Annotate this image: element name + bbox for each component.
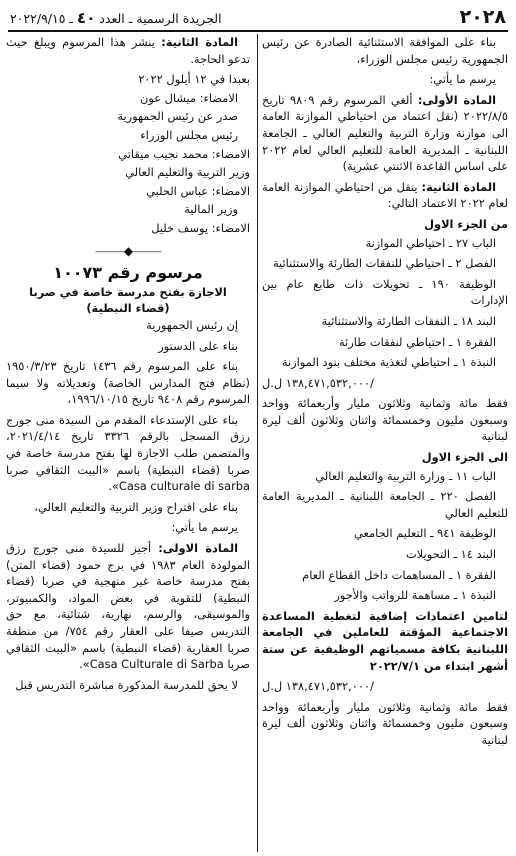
decree-title: مرسوم رقم ١٠٠٧٣ — [53, 263, 203, 283]
to-line: النبذة ١ ـ مساهمة للرواتب والأجور — [334, 588, 496, 603]
article-2-publish — [6, 34, 250, 67]
to-heading: الى الجزء الاول — [421, 450, 508, 465]
issue-date: ـ ٢٠٢٢/٩/١٥ — [10, 11, 74, 26]
law-reference: بناء على المرسوم رقم ١٤٣٦ تاريخ ١٩٥٠/٣/٢٣ (نظام فتح المدارس الخاصة) وتعديلاته ولا سيما المرسوم رقم ٩٤٠٨ تاريخ ١٩٩٦/١٠/١٥، — [6, 359, 250, 407]
signature-pm: الامضاء: محمد نجيب ميقاتي — [118, 146, 250, 161]
decree-subtitle: الاجازة بفتح مدرسة خاصة في صربا — [29, 284, 227, 299]
minister-education-title: وزير التربية والتعليم العالي — [125, 165, 250, 180]
from-line: الفصل ٢ ـ احتياطي للنفقات الطارئة والاستثنائية — [272, 256, 496, 271]
to-line: الباب ١١ ـ وزارة التربية والتعليم العالي — [315, 468, 496, 483]
purpose-paragraph: لتامين اعتمادات إضافية لتغطية المساعدة الاجتماعية المؤقتة للعاملين في الجامعة اللبنانية بكافة مسمياتهم الوظيفية عن ستة أشهر ابتداء من ٢٠٢٢/٧/١ — [262, 608, 508, 673]
to-line: الفقرة ١ ـ المساهمات داخل القطاع العام — [302, 567, 496, 582]
section-divider: ⸻◆⸻ — [94, 243, 162, 258]
decrees-line: يرسم ما يأتي: — [429, 72, 496, 87]
minister-finance-title: وزير المالية — [184, 202, 238, 217]
amount-1: ١٣٨,٤٧١,٥٣٢,٠٠٠ ل.ل/ — [262, 375, 374, 390]
article-2-label: المادة الثانية: — [161, 35, 238, 49]
date-line: بعبدا في ١٢ أيلول ٢٠٢٢ — [138, 72, 250, 87]
signature-finance: الامضاء: يوسف خليل — [151, 220, 250, 235]
article-1-text: ألغي المرسوم رقم ٩٨٠٩ تاريخ ٢٠٢٢/٨/٥ (نقل اعتماد من احتياطي الموازنة العامة الى موازنة وزارة التربية والتعليم العالي ـ الجامعة اللبنانية ـ المديرية العامة للتعليم العالي لعام ٢٠٢٢ على اساس القاعدة الاثنتي عشرية) — [262, 92, 508, 174]
page-number: ٢٠٢٨ — [459, 6, 506, 28]
article-2-text: ينقل من احتياطي الموازنة العامة لعام ٢٠٢٢ الاعتماد التالي: — [262, 179, 508, 211]
decree-subtitle-district: (قضاء النبطية) — [86, 301, 170, 316]
intro-paragraph: بناء على الموافقة الاستثنائية الصادرة عن رئيس الجمهورية رئيس مجلس الوزراء، — [262, 35, 508, 66]
last-line: لا يحق للمدرسة المذكورة مباشرة التدريس قبل — [15, 677, 238, 692]
to-line: البند ١٤ ـ التحويلات — [406, 547, 496, 562]
signature-president: الامضاء: ميشال عون — [139, 90, 238, 105]
article-1-label: المادة الأولى: — [417, 92, 497, 107]
from-heading: من الجزء الاول — [424, 216, 508, 231]
left-column — [6, 34, 250, 852]
article-1-text: أجيز للسيدة منى جورج رزق المولودة العام ١٩٨٣ في برج حمود (قضاء المتن) بفتح مدرسة خاصة غير منهجية في صربا (قضاء النبطية) للتقوية في بعض المواد، والكمبيوتر، والموسيقى، والرسم، نهارية، شتائية، مع حق التدريس صيفا على العقار رقم ٧٥٤/ من منطقة صربا العقارية (قضاء النبطية) باسم «البيت الثقافي صربا Casa Culturale di Sarba». — [6, 541, 250, 672]
page-header — [8, 6, 508, 32]
pm-title: رئيس مجلس الوزراء — [140, 127, 238, 142]
president-line: إن رئيس الجمهورية — [146, 317, 238, 332]
amount-1-words: فقط مائة وثمانية وثلاثون مليار وأربعمائة وواحد وسبعون مليون وخمسمائة واثنان وثلاثون ألف ليرة لبنانية — [262, 396, 508, 444]
from-line: البند ١٨ ـ النفقات الطارئة والاستثنائية — [321, 313, 496, 328]
column-divider — [257, 34, 258, 852]
signature-education: الامضاء: عباس الحلبي — [146, 183, 250, 198]
to-line: الفصل ٢٢٠ ـ الجامعة اللبنانية ـ المديرية العامة للتعليم العالي — [262, 489, 508, 520]
article-1-label: المادة الاولى: — [158, 541, 238, 556]
amount-2-words: فقط مائة وثمانية وثلاثون مليار وأربعمائة وواحد وسبعون مليون وخمسمائة واثنان وثلاثون ألف ليرة لبنانية — [262, 699, 508, 747]
from-line: الباب ٢٧ ـ احتياطي الموازنة — [365, 235, 496, 250]
journal-name: الجريدة الرسمية ـ العدد — [99, 11, 222, 26]
from-line: النبذة ١ ـ احتياطي لتغذية مختلف بنود الموازنة — [281, 355, 496, 370]
request-paragraph: بناء على الإستدعاء المقدم من السيدة منى جورج رزق المسجل بالرقم ٣٣٢٦ تاريخ ٢٠٢١/٤/١٤، والمتضمن طلب الاجازة لها بفتح مدرسة خاصة في صربا (قضاء النبطية) باسم «البيت الثقافي صربا Casa culturale di sarba». — [6, 412, 250, 494]
to-line: الوظيفة ٩٤١ ـ التعليم الجامعي — [354, 526, 496, 541]
article-2-text: ينشر هذا المرسوم ويبلغ حيث تدعو الحاجة. — [6, 35, 250, 66]
decrees-line: يرسم ما يأتي: — [171, 520, 238, 535]
article-2 — [262, 179, 508, 212]
article-1 — [6, 540, 250, 673]
right-column — [262, 34, 508, 852]
issued-by: صدر عن رئيس الجمهورية — [117, 109, 238, 124]
from-line: الوظيفة ١٩٠ ـ تحويلات ذات طابع عام بين الإدارات — [262, 276, 508, 308]
from-line: الفقرة ١ ـ احتياطي لنفقات طارئة — [338, 334, 496, 349]
journal-issue-line — [10, 9, 222, 28]
article-1 — [262, 92, 508, 175]
amount-2: ١٣٨,٤٧١,٥٣٢,٠٠٠ ل.ل/ — [262, 679, 374, 694]
proposal-line: بناء على اقتراح وزير التربية والتعليم العالي، — [34, 499, 238, 514]
constitution-line: بناء على الدستور — [158, 338, 238, 353]
issue-number: ٤٠ — [77, 9, 96, 27]
article-2-label: المادة الثانية: — [421, 179, 496, 194]
